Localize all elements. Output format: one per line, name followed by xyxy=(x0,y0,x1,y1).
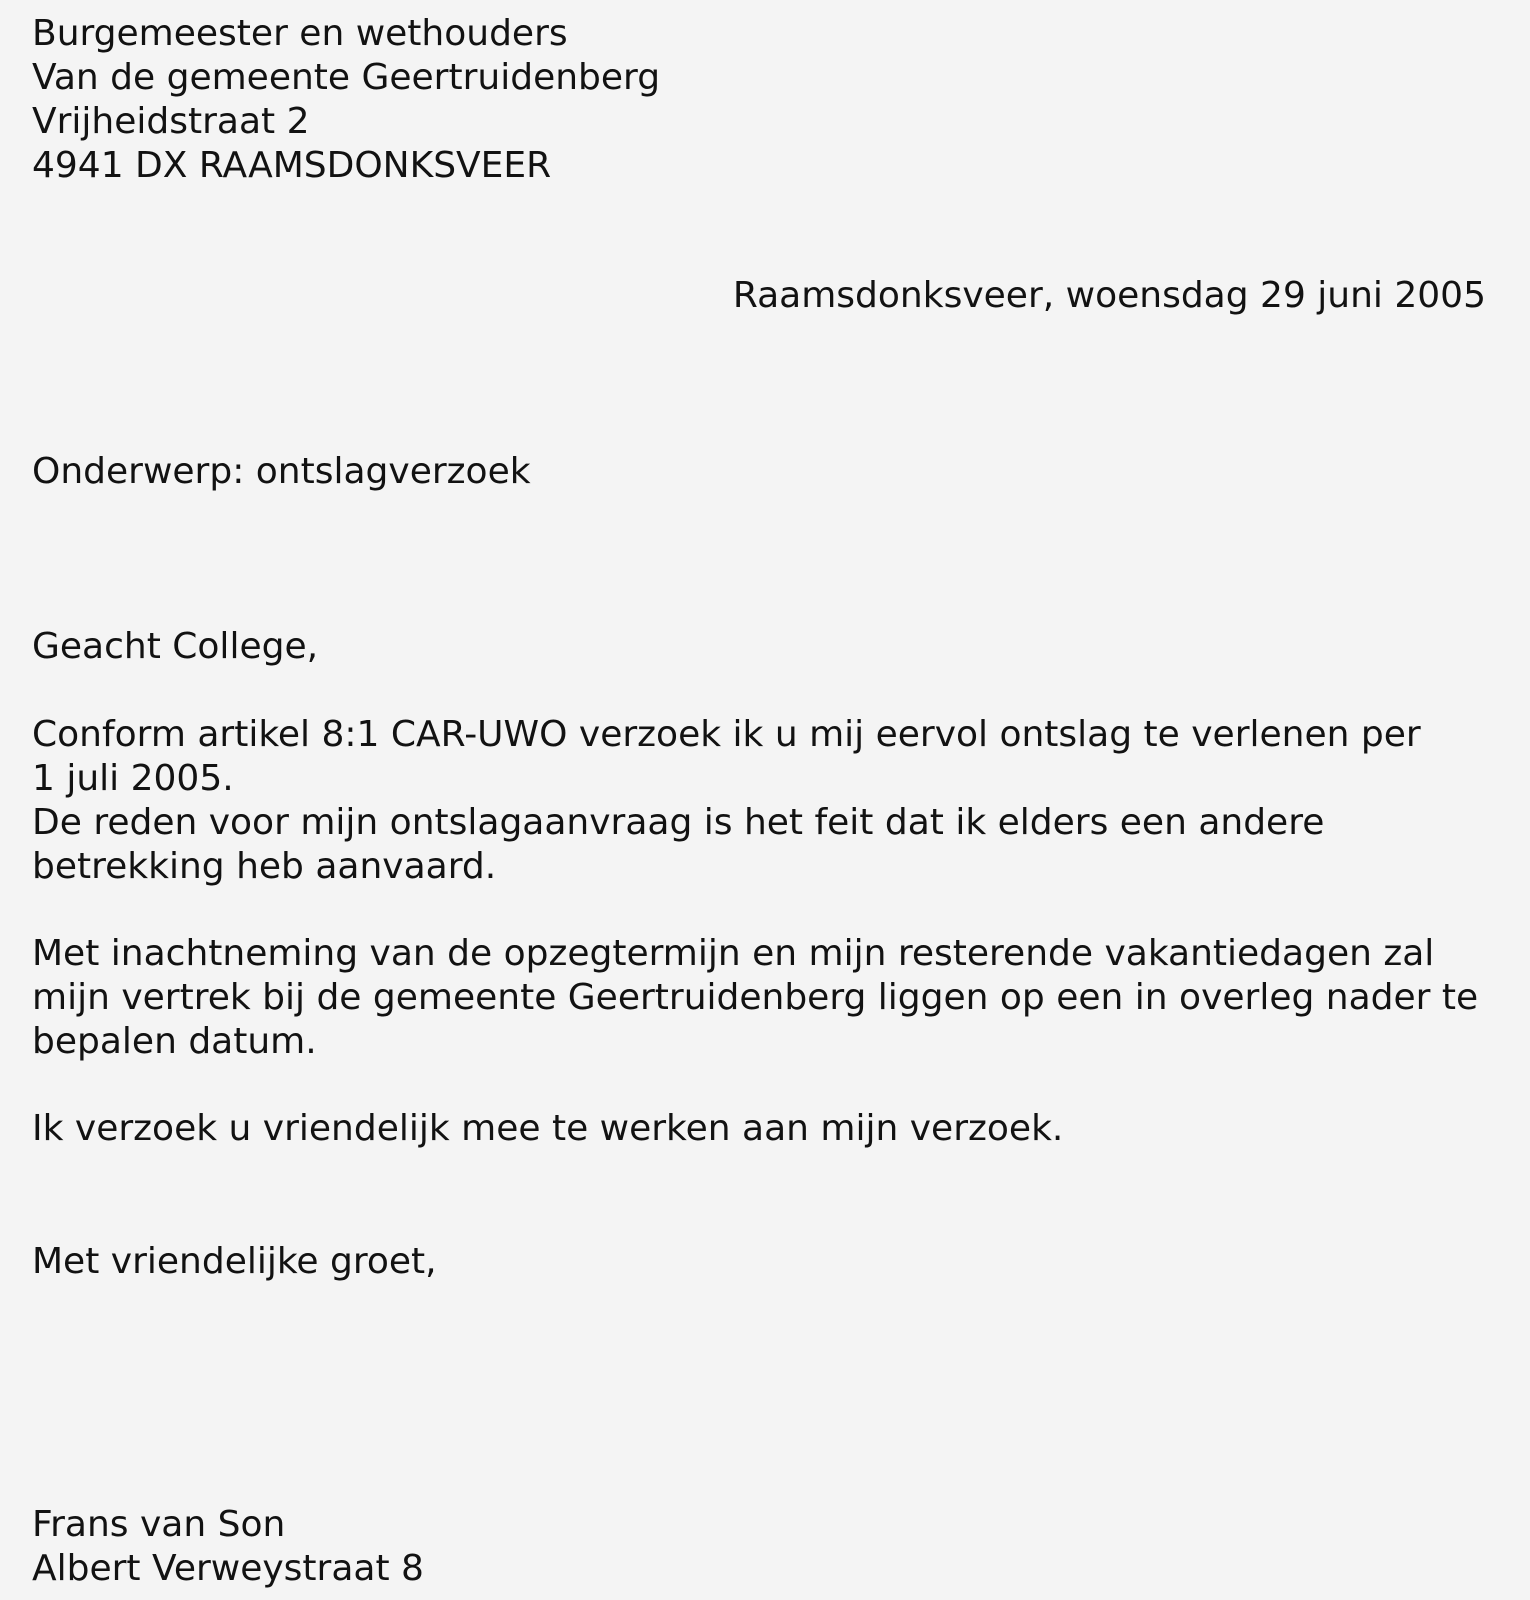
sender-block xyxy=(32,1503,424,1591)
recipient-line: 4941 DX RAAMSDONKSVEER xyxy=(32,145,552,186)
sender-address: Albert Verweystraat 8 xyxy=(32,1548,424,1589)
place-date: Raamsdonksveer, woensdag 29 juni 2005 xyxy=(732,275,1486,316)
paragraph-3: Ik verzoek u vriendelijk mee te werken aan mijn verzoek. xyxy=(32,1108,1064,1149)
recipient-line: Van de gemeente Geertruidenberg xyxy=(32,57,661,98)
paragraph-line: betrekking heb aanvaard. xyxy=(32,846,497,887)
paragraph-line: bepalen datum. xyxy=(32,1021,317,1062)
subject-line: Onderwerp: ontslagverzoek xyxy=(32,451,531,492)
recipient-address xyxy=(32,12,660,188)
paragraph-1 xyxy=(32,713,1421,889)
paragraph-2 xyxy=(32,932,1478,1064)
paragraph-line: De reden voor mijn ontslagaanvraag is het feit dat ik elders een andere xyxy=(32,802,1325,843)
sender-name: Frans van Son xyxy=(32,1504,286,1545)
recipient-line: Burgemeester en wethouders xyxy=(32,13,568,54)
paragraph-line: Met inachtneming van de opzegtermijn en mijn resterende vakantiedagen zal xyxy=(32,933,1435,974)
paragraph-line: mijn vertrek bij de gemeente Geertruidenberg liggen op een in overleg nader te xyxy=(32,977,1479,1018)
salutation: Geacht College, xyxy=(32,626,319,667)
paragraph-line: Conform artikel 8:1 CAR-UWO verzoek ik u mij eervol ontslag te verlenen per xyxy=(32,714,1421,755)
paragraph-line: 1 juli 2005. xyxy=(32,758,234,799)
closing: Met vriendelijke groet, xyxy=(32,1241,437,1282)
recipient-line: Vrijheidstraat 2 xyxy=(32,101,310,142)
